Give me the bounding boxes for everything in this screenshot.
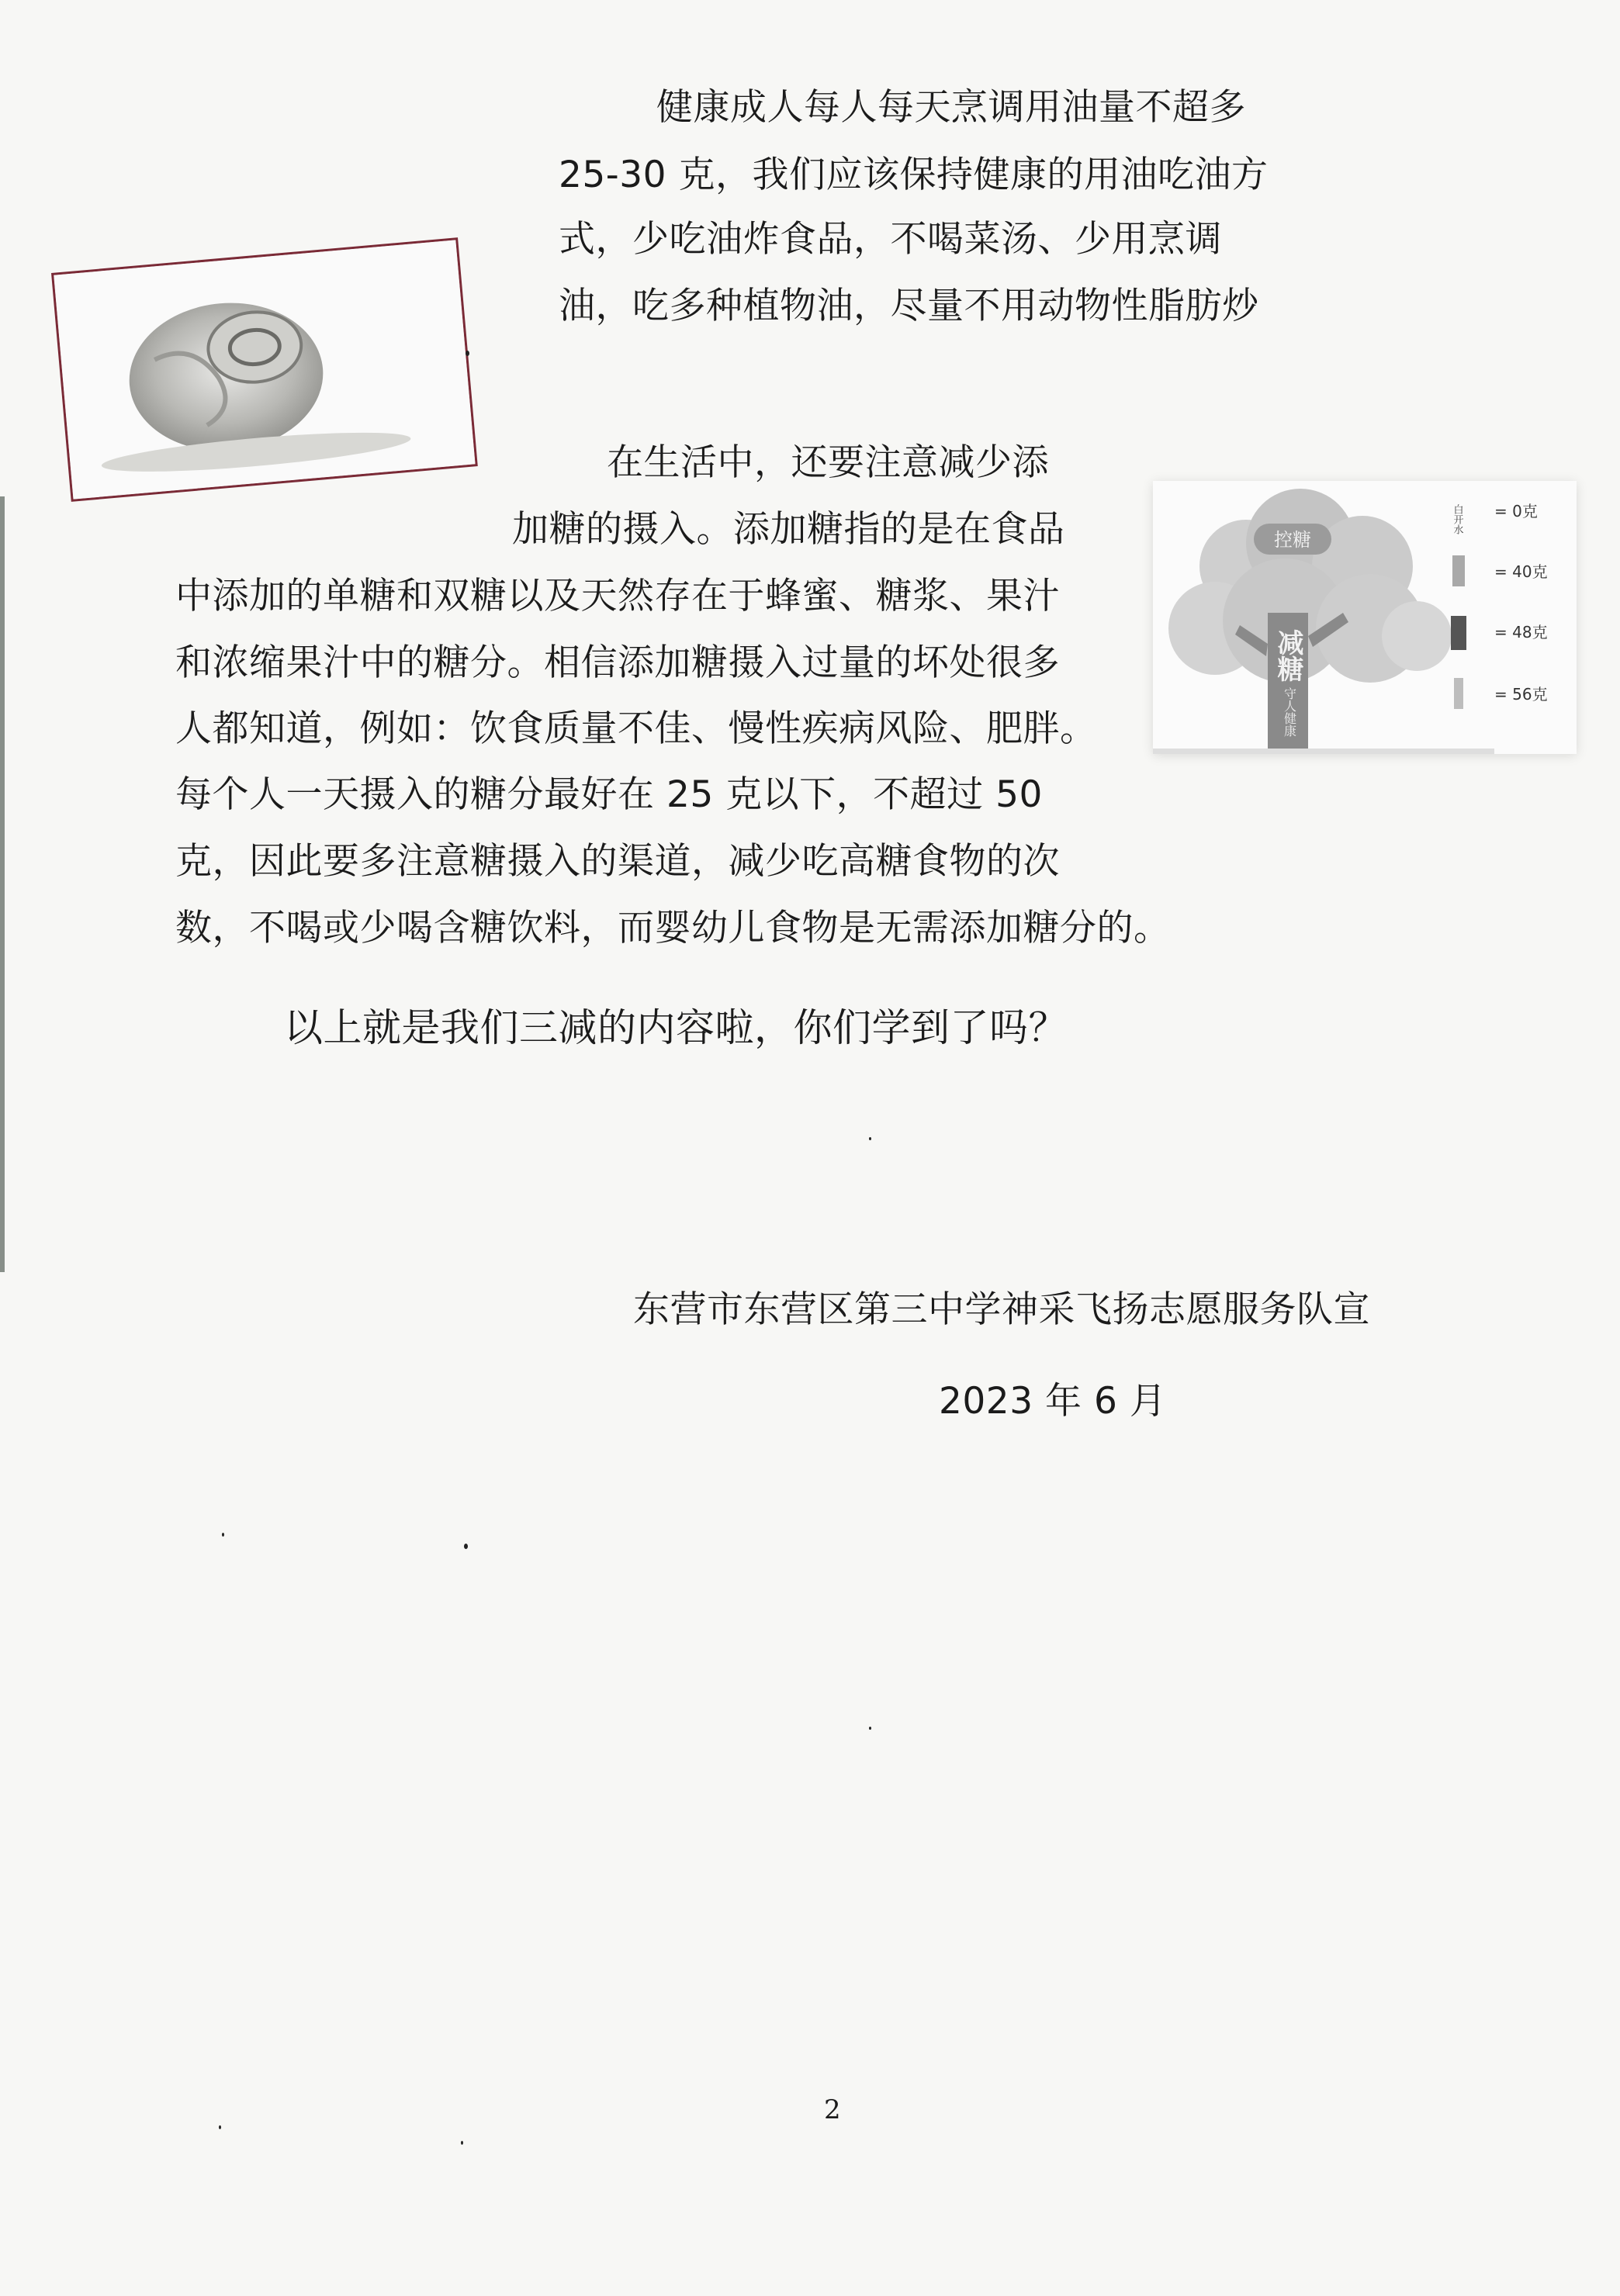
para2-line-6: 每个人一天摄入的糖分最好在 25 克以下，不超过 50 bbox=[175, 773, 1043, 816]
scan-speck bbox=[466, 351, 469, 356]
oil-pouring-photo bbox=[51, 237, 478, 502]
para1-line-4: 油，吃多种植物油，尽量不用动物性脂肪炒 bbox=[559, 285, 1259, 327]
scale-value-4: = 56克 bbox=[1494, 685, 1548, 704]
scale-value-1: = 0克 bbox=[1494, 502, 1538, 520]
scan-speck bbox=[464, 1544, 468, 1549]
scale-value-2: = 40克 bbox=[1494, 562, 1548, 581]
scan-speck bbox=[869, 1727, 871, 1730]
para2-line-2: 加糖的摄入。添加糖指的是在食品 bbox=[512, 508, 1065, 551]
signature-date: 2023 年 6 月 bbox=[939, 1380, 1167, 1423]
para2-line-1: 在生活中，还要注意减少添 bbox=[607, 441, 1049, 484]
para2-line-7: 克，因此要多注意糖摄入的渠道，减少吃高糖食物的次 bbox=[175, 840, 1060, 883]
para2-line-8: 数，不喝或少喝含糖饮料，而婴幼儿食物是无需添加糖分的。 bbox=[175, 907, 1171, 949]
para2-line-3: 中添加的单糖和双糖以及天然存在于蜂蜜、糖浆、果汁 bbox=[175, 575, 1060, 617]
para1-line-1: 健康成人每人每天烹调用油量不超多 bbox=[656, 86, 1246, 129]
scan-speck bbox=[869, 1137, 871, 1140]
para2-line-4: 和浓缩果汁中的糖分。相信添加糖摄入过量的坏处很多 bbox=[175, 641, 1060, 684]
canopy-label: 控糖 bbox=[1274, 529, 1311, 551]
page-number: 2 bbox=[824, 2094, 841, 2125]
tree-canopy bbox=[1168, 489, 1452, 683]
trunk-label: 减糖 bbox=[1272, 629, 1303, 682]
sugar-scale bbox=[1451, 502, 1548, 709]
bottle-icon bbox=[1454, 678, 1463, 709]
sugar-tree-graphic bbox=[1153, 481, 1577, 754]
scan-speck bbox=[222, 1533, 224, 1537]
para1-line-2: 25-30 克，我们应该保持健康的用油吃油方 bbox=[559, 154, 1269, 196]
scan-edge-shadow bbox=[0, 496, 5, 1272]
sugar-tree-figure bbox=[1153, 481, 1577, 754]
oil-bowl-illustration bbox=[54, 240, 475, 499]
drink-icon bbox=[1452, 555, 1465, 586]
trunk-sublabel: 守人健康 bbox=[1282, 687, 1297, 737]
signature-org: 东营市东营区第三中学神采飞扬志愿服务队宣 bbox=[633, 1288, 1370, 1331]
scan-speck bbox=[461, 2141, 463, 2145]
scan-speck bbox=[219, 2125, 221, 2129]
para1-line-3: 式，少吃油炸食品，不喝菜汤、少用烹调 bbox=[559, 218, 1222, 261]
soda-can-icon bbox=[1451, 616, 1466, 650]
scale-value-3: = 48克 bbox=[1494, 623, 1548, 641]
para2-line-5: 人都知道，例如：饮食质量不佳、慢性疾病风险、肥胖。 bbox=[175, 707, 1097, 750]
scale-item-1: 白开水 bbox=[1451, 504, 1463, 534]
closing-line: 以上就是我们三减的内容啦，你们学到了吗？ bbox=[284, 1005, 1068, 1050]
